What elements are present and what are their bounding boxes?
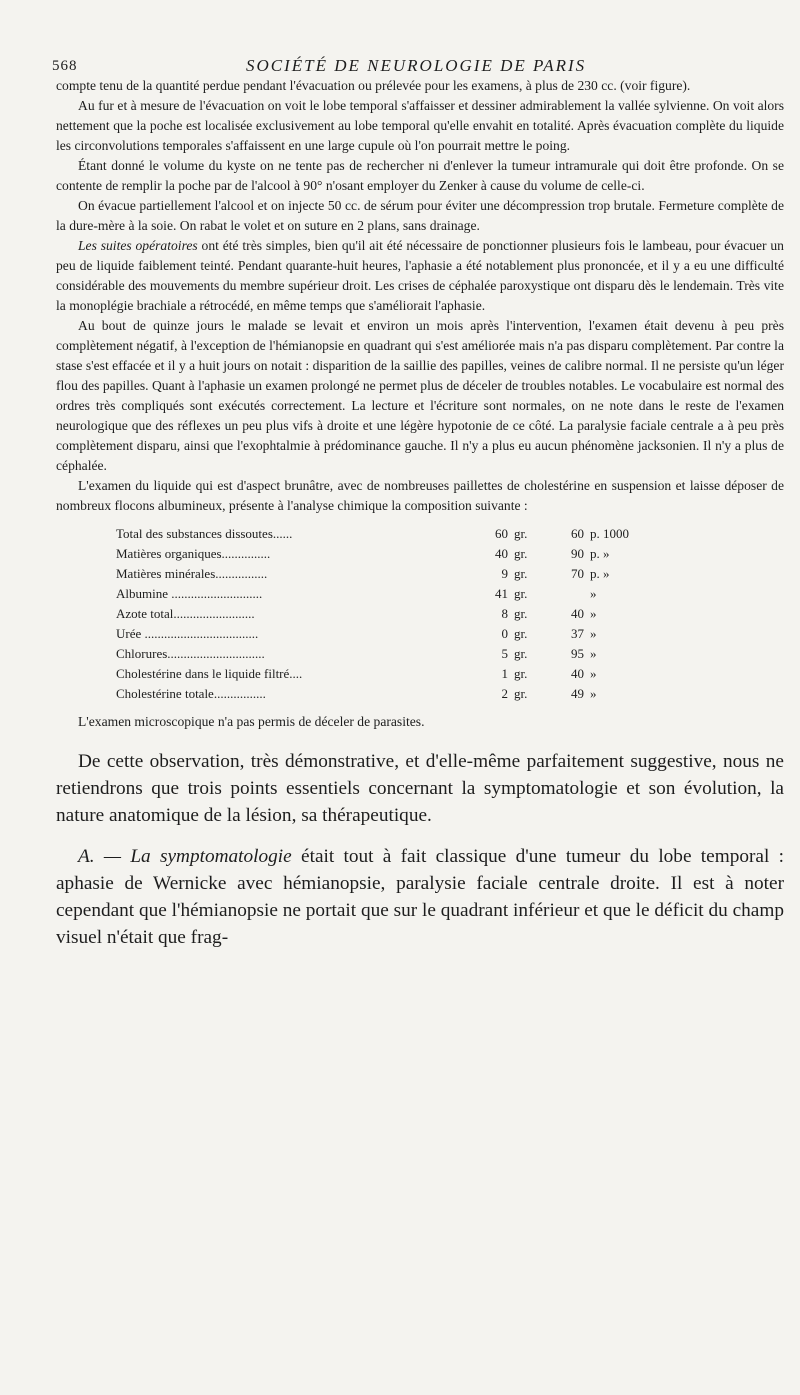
discussion-text — [56, 748, 784, 951]
section-letter: A. — La — [78, 846, 160, 867]
table-cell-v1: 40 — [495, 546, 508, 561]
table-row — [116, 524, 630, 544]
running-title: SOCIÉTÉ DE NEUROLOGIE DE PARIS — [246, 56, 587, 75]
table-cell-u2: » — [590, 686, 597, 701]
paragraph: L'examen du liquide qui est d'aspect brunâtre, avec de nombreuses paillettes de cholestérine en suspension et laisse déposer de nombreux flocons albumineux, présente à l'analyse chimique la composition suivante : — [56, 478, 784, 513]
paragraph — [56, 236, 784, 316]
table-cell-v1: 9 — [501, 566, 508, 581]
table-row — [116, 604, 630, 624]
table-cell-u2: » — [590, 646, 597, 661]
table-cell-v1: 41 — [495, 586, 508, 601]
table-cell-v2: 49 — [571, 686, 584, 701]
paragraph: L'examen microscopique n'a pas permis de déceler de parasites. — [78, 714, 425, 729]
table-cell-label: Azote total......................... — [116, 606, 255, 621]
table-cell-label: Chlorures.............................. — [116, 646, 265, 661]
page-header — [52, 46, 784, 76]
table-cell-v1: 60 — [495, 526, 508, 541]
table-cell-label: Total des substances dissoutes...... — [116, 526, 293, 541]
page-number: 568 — [52, 58, 78, 74]
table-row — [116, 684, 630, 704]
table-cell-v2: 95 — [571, 646, 584, 661]
table-cell-u1: gr. — [514, 526, 528, 541]
table-cell-u1: gr. — [514, 586, 528, 601]
table-cell-label: Cholestérine dans le liquide filtré.... — [116, 666, 303, 681]
paragraph-text: ont été très simples, bien qu'il ait été nécessaire de ponctionner plusieurs fois le lambeau, pour évacuer un peu de liquide faiblement teinté. Pendant quarante-huit heures, l'aphasie a été notablement plus prononcée, et il y a eu une difficulté considérable des mouvements du membre supérieur droit. Les crises de céphalée paroxystique ont disparu dès le lendemain. Très vite la monoplégie brachiale a rétrocédé, en même temps que s'améliorait l'aphasie. — [56, 238, 784, 313]
table-row — [116, 664, 630, 684]
table-cell-v1: 0 — [501, 626, 508, 641]
table-cell-u2: » — [590, 626, 597, 641]
chemical-analysis-table — [116, 524, 630, 704]
table-cell-v2: 70 — [571, 566, 584, 581]
table-row — [116, 624, 630, 644]
table-cell-u1: gr. — [514, 566, 528, 581]
table-cell-u2: » — [590, 666, 597, 681]
table-cell-u1: gr. — [514, 606, 528, 621]
table-cell-u2: p. » — [590, 566, 610, 581]
table-cell-u1: gr. — [514, 666, 528, 681]
table-cell-u2: p. 1000 — [590, 526, 629, 541]
table-cell-u1: gr. — [514, 626, 528, 641]
table-cell-v1: 5 — [501, 646, 508, 661]
italic-term: symptomatologie — [159, 846, 292, 867]
table-cell-v2 — [554, 584, 590, 604]
paragraph: On évacue partiellement l'alcool et on injecte 50 cc. de sérum pour éviter une décompression trop brutale. Fermeture complète de la dure-mère à la soie. On rabat le volet et on suture en 2 plans, sans drainage. — [56, 198, 784, 233]
table-cell-v1: 2 — [501, 686, 508, 701]
paragraph: compte tenu de la quantité perdue pendant l'évacuation ou prélevée pour les examens, à plus de 230 cc. (voir figure). — [56, 78, 691, 93]
table-cell-u2: » — [590, 606, 597, 621]
paragraph: De cette observation, très démonstrative, et d'elle-même parfaitement suggestive, nous ne retiendrons que trois points essentiels concernant la symptomatologie et son évolution, la nature anatomique de la lésion, sa thérapeutique. — [56, 751, 784, 826]
table-cell-v2: 40 — [571, 666, 584, 681]
page — [52, 46, 784, 965]
table-row — [116, 564, 630, 584]
table-row — [116, 544, 630, 564]
paragraph-text: était tout à fait classique d'une tumeur du lobe temporal : aphasie de Wernicke avec hémianopsie, paralysie faciale centrale droite. Il est à noter cependant que l'hémianopsie ne portait que sur le quadrant inférieur et que le déficit du champ visuel n'était que frag- — [56, 846, 784, 948]
table-cell-label: Matières organiques............... — [116, 546, 271, 561]
table-row — [116, 644, 630, 664]
table-cell-u1: gr. — [514, 646, 528, 661]
table-cell-u1: gr. — [514, 546, 528, 561]
paragraph — [56, 843, 784, 951]
table-row — [116, 584, 630, 604]
italic-lead: Les suites opératoires — [78, 238, 198, 253]
table-cell-v1: 1 — [501, 666, 508, 681]
table-cell-u1: gr. — [514, 686, 528, 701]
table-cell-label: Matières minérales................ — [116, 566, 268, 581]
table-cell-v2: 40 — [571, 606, 584, 621]
paragraph: Au bout de quinze jours le malade se levait et environ un mois après l'intervention, l'examen était devenu à peu près complètement négatif, à l'exception de l'hémianopsie en quadrant qui s'est améliorée mais n'a pas disparu complètement. Par contre la stase s'est effacée et il y a huit jours on notait : disparition de la saillie des papilles, veines de calibre normal. Il ne persiste qu'un léger flou des papilles. Quant à l'aphasie un examen prolongé ne permet plus de déceler de troubles notables. Le vocabulaire est normal des ordres très compliqués sont exécutés correctement. La lecture et l'écriture sont normales, on ne note dans le reste de l'examen neurologique que des réflexes un peu plus vifs à droite et une légère hypotonie de ce côté. La paralysie faciale centrale a à peu près complètement disparu, ainsi que l'exophtalmie à prédominance gauche. Il n'y a plus eu aucun phénomène jacksonien. Il n'y a plus de céphalée. — [56, 318, 784, 473]
table-cell-v2: 37 — [571, 626, 584, 641]
observation-text — [56, 76, 784, 732]
table-cell-u2: » — [590, 586, 597, 601]
table-cell-label: Urée ................................... — [116, 626, 259, 641]
table-cell-u2: p. » — [590, 546, 610, 561]
table-cell-v2: 60 — [571, 526, 584, 541]
paragraph: Étant donné le volume du kyste on ne tente pas de rechercher ni d'enlever la tumeur intramurale qui doit être profonde. On se contente de remplir la poche par de l'alcool à 90° n'osant employer du Zenker à cause du volume de celle-ci. — [56, 158, 784, 193]
table-cell-label: Cholestérine totale................ — [116, 686, 266, 701]
table-cell-v2: 90 — [571, 546, 584, 561]
paragraph: Au fur et à mesure de l'évacuation on voit le lobe temporal s'affaisser et dessiner admirablement la vallée sylvienne. On voit alors nettement que la poche est localisée exclusivement au lobe temporal qu'elle envahit en totalité. Après évacuation complète du liquide les circonvolutions temporales s'affaissent en une large cupule où l'on pourrait mettre le poing. — [56, 98, 784, 153]
table-cell-label: Albumine ............................ — [116, 586, 263, 601]
table-cell-v1: 8 — [501, 606, 508, 621]
